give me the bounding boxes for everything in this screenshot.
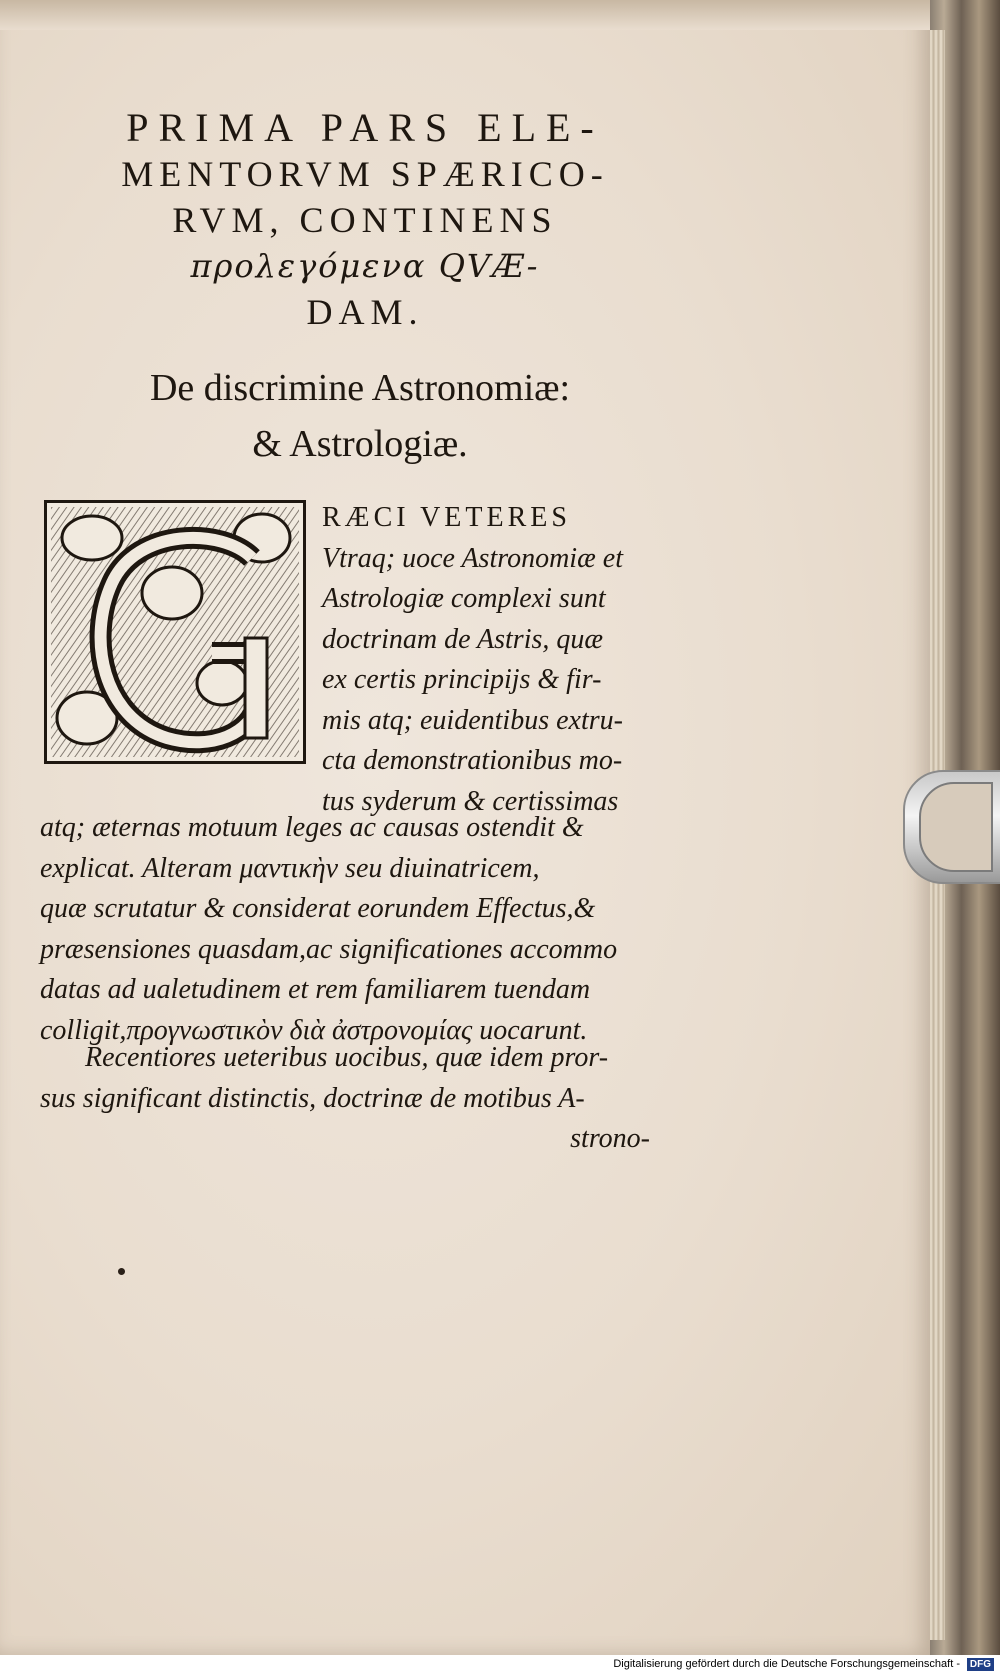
- text-line: ex certis principijs & fir-: [322, 664, 602, 695]
- second-paragraph: [40, 1038, 650, 1160]
- text-line: colligit,προγνωστικὸν διὰ ἀστρονομίας uocarunt.: [40, 1014, 588, 1046]
- text-line: Vtraq; uoce Astronomiæ et: [322, 542, 623, 574]
- text-line: RÆCI VETERES: [322, 502, 571, 533]
- first-paragraph-right: [322, 498, 652, 822]
- title-line: προλεγόμενα QVÆ-: [190, 247, 540, 285]
- section-heading: [60, 360, 660, 472]
- text-line: quæ scrutatur & considerat eorundem Effectus,&: [40, 893, 596, 924]
- page-clip: [903, 770, 1000, 884]
- text-line: atq; æternas motuum leges ac causas ostendit &: [40, 812, 584, 843]
- text-line: doctrinam de Astris, quæ: [322, 623, 604, 655]
- decorated-initial-g: [44, 500, 306, 764]
- text-line: mis atq; euidentibus extru-: [322, 704, 623, 736]
- first-paragraph-full: [40, 808, 650, 1051]
- text-line: Recentiores ueteribus uocibus, quæ idem pror-: [85, 1042, 609, 1073]
- footer-credit: Digitalisierung gefördert durch die Deutsche Forschungsgemeinschaft -: [613, 1658, 960, 1670]
- text-line: datas ad ualetudinem et rem familiarem tuendam: [40, 974, 591, 1005]
- text-line: cta demonstrationibus mo-: [322, 745, 623, 776]
- text-line: explicat. Alteram μαντικὴν seu diuinatricem,: [40, 852, 540, 884]
- text-line: præsensiones quasdam,ac significationes accommo: [40, 933, 618, 965]
- text-line: Astrologiæ complexi sunt: [322, 583, 606, 614]
- page-title: [40, 105, 690, 335]
- title-line: MENTORVM SPÆRICO-: [121, 154, 609, 194]
- catchword: strono-: [570, 1123, 650, 1154]
- woodcut-initial-icon: [47, 503, 303, 761]
- title-line: DAM.: [306, 292, 424, 332]
- title-line: PRIMA PARS ELE-: [126, 105, 604, 150]
- text-line: tus syderum & certissimas: [322, 785, 619, 817]
- ink-spot: [118, 1268, 125, 1275]
- footer: [0, 1655, 1000, 1675]
- heading-line: & Astrologiæ.: [252, 423, 468, 465]
- title-line: RVM, CONTINENS: [172, 200, 558, 240]
- text-line: sus significant distinctis, doctrinæ de motibus A-: [40, 1082, 585, 1114]
- heading-line: De discrimine Astronomiæ:: [149, 367, 571, 409]
- dfg-logo: DFG: [967, 1658, 994, 1671]
